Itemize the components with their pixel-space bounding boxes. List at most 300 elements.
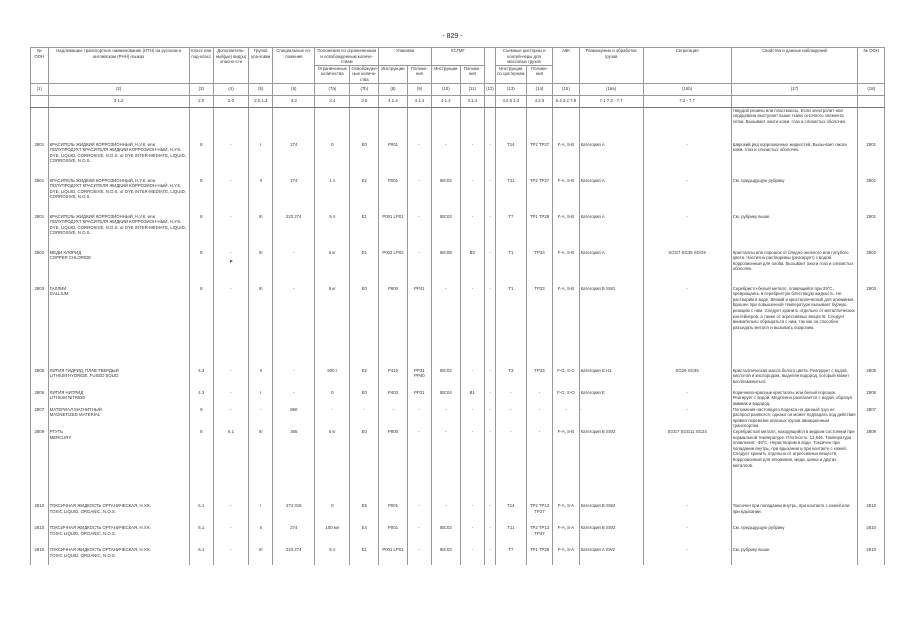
ibc-instruction: - — [432, 142, 461, 178]
substance-name — [48, 368, 189, 390]
segregation: SG26 SG35 — [643, 368, 731, 390]
header-col12 — [484, 48, 495, 84]
limited-quantity: 5 л — [315, 214, 350, 250]
column-reference: 4.1.4 — [432, 95, 461, 107]
ems-code: F-A, S-A — [553, 547, 579, 565]
header-packaging: Упаковка — [379, 48, 432, 66]
limited-quantity: 100 мл — [315, 525, 350, 547]
column-12: - — [484, 407, 495, 429]
tank-provision: TP33 — [526, 286, 552, 368]
ems-code: F-A, S-B — [553, 214, 579, 250]
packing-provision: - — [407, 142, 431, 178]
name-english: DYE, LIQUID, CORROSIVE, N.O.S. or DYE INTER-MEDIATE, LIQUID, CORROSIVE, N.O.S. — [49, 152, 186, 164]
properties: Серебристый металл, находящийся в жидком состоянии при нормальной температуре. Плотность: 13,546. Температура плавления: -39°С. Нерастворим в воде. Токсичен при попадании внутрь, при вдыхании и при контакте с кожей. Следует хранить отдельно от агрессивных веществ. Коррозионный для алюминия, меди, цинка и других металлов. — [731, 429, 858, 503]
column-reference: 5.4.3.2 7.8 — [553, 95, 579, 107]
properties: Серебристо-белый металл, плавящийся при 29°С, превращаясь в серебристую блестящую жидкость. Не растворим в воде. Вязкий и кристаллический для алюминия. Брошен при повышенной температуре вызывает бурную реакцию с ним. Следует хранить отдельно от металлических контейнеров, а также от агрессивных веществ. Следует внимательно обращаться с ним, так как он способен разъедать металл и вызывать коррозию. — [731, 286, 858, 368]
column-reference: 4.2.5 4.3 — [495, 95, 526, 107]
stowage: Категория E — [579, 390, 643, 407]
properties: См. предыдущую рубрику — [731, 525, 858, 547]
packing-instruction: - — [379, 407, 408, 429]
table-row — [31, 390, 885, 407]
table-row — [31, 178, 885, 214]
packing-provision: - — [407, 429, 431, 503]
hazard-class: 6.1 — [189, 525, 213, 547]
header-ems: АвК — [553, 48, 579, 84]
tank-provision: TP1 TP28 — [526, 214, 552, 250]
packing-provision: PP41 — [407, 286, 431, 368]
packing-group: III — [249, 286, 273, 368]
column-index: (6) — [273, 83, 315, 95]
packing-group: - — [249, 407, 273, 429]
column-12: - — [484, 390, 495, 407]
name-russian: ТОКСИЧНАЯ ЖИДКОСТЬ ОРГАНИЧЕСКАЯ, Н.У.К. — [49, 502, 151, 508]
header-tank-prov: Положе-ния — [526, 65, 552, 83]
excepted-quantity: E2 — [350, 368, 379, 390]
tank-instruction: T7 — [495, 547, 526, 565]
excepted-quantity: - — [350, 407, 379, 429]
column-12: - — [484, 368, 495, 390]
packing-group: II — [249, 178, 273, 214]
hazard-class: 8 — [189, 214, 213, 250]
column-index: (2) — [48, 83, 189, 95]
substance-name — [48, 178, 189, 214]
header-limited-qty: Ограниченные количества — [315, 65, 350, 83]
header-pack-instr: Инструкции — [379, 65, 408, 83]
header-un-no-end: № ООН — [858, 48, 885, 84]
un-number-end: 2802 — [858, 250, 885, 286]
header-segregation: Сегрегация — [643, 48, 731, 84]
column-reference: 7.2 - 7.7 — [643, 95, 731, 107]
column-index: (14) — [526, 83, 552, 95]
segregation: - — [643, 214, 731, 250]
packing-instruction: P800 — [379, 429, 408, 503]
header-ibc-prov: Положе-ния — [460, 65, 484, 83]
tank-provision: - — [526, 429, 552, 503]
table-row — [31, 286, 885, 368]
name-russian: ГАЛЛИЙ — [49, 285, 67, 291]
tank-provision: TP2 TP13 TP27 — [526, 525, 552, 547]
packing-instruction: P002 LP02 — [379, 250, 408, 286]
stowage: Категория B SW2 — [579, 503, 643, 525]
tank-provision: TP33 — [526, 368, 552, 390]
name-english: MERCURY — [49, 434, 72, 440]
packing-instruction: P001 — [379, 525, 408, 547]
stowage: Категория A SW2 — [579, 547, 643, 565]
properties: Положения настоящего Кодекса на данный груз не распространяются, однако он может подпадать под действие правил перевозки опасных грузов авиационным транспортом. — [731, 407, 858, 429]
column-reference: 3.3 — [273, 95, 315, 107]
properties: Кристаллы или порошок от бледно-зеленого или голубого цвета. Частично растворимы (реагирует) с водой. Коррозионный для олова. Вызывает ожоги глаз и слизистых оболочек. — [731, 250, 858, 286]
properties: Широкий ряд коррозионных жидкостей. Вызы-вает ожоги кожи, глаз и слизистых оболочек. — [731, 142, 858, 178]
subsidiary-risk: - — [213, 286, 248, 368]
tank-provision: TP2 TP13 TP27 — [526, 503, 552, 525]
name-russian: КРАСИТЕЛЬ ЖИДКИЙ КОРРОЗИОННЫЙ, Н.У.К. или ПОЛУПРОДУКТ КРАСИТЕЛЯ ЖИДКИЙ КОРРОЗИОН-НЫЙ, Н.У.К. — [49, 213, 182, 225]
header-special-provisions: Специальные по-ложения — [273, 48, 315, 84]
subsidiary-risk: - — [213, 142, 248, 178]
un-number-end: 2807 — [858, 407, 885, 429]
ibc-provision: - — [460, 286, 484, 368]
tank-instruction: - — [495, 390, 526, 407]
special-provisions: 274 315 — [273, 503, 315, 525]
column-index: (1) — [31, 83, 49, 95]
column-reference: 4.2.5 — [526, 95, 552, 107]
un-number-end: 2810 — [858, 503, 885, 525]
name-english: LITHIUM HYDRIDE, FUSED SOLID — [49, 373, 119, 379]
tank-provision: TP1 TP28 — [526, 547, 552, 565]
subsidiary-risk: - — [213, 407, 248, 429]
stowage: Категория B SW2 — [579, 525, 643, 547]
packing-group: I — [249, 142, 273, 178]
ems-code: F-G, S-O — [553, 390, 579, 407]
tank-instruction: T3 — [495, 368, 526, 390]
packing-provision: - — [407, 525, 431, 547]
tank-instruction: T11 — [495, 525, 526, 547]
un-number-end: 2803 — [858, 286, 885, 368]
excepted-quantity: E0 — [350, 390, 379, 407]
name-russian: МАТЕРИАЛ МАГНИТНЫЙ — [49, 406, 102, 412]
tank-instruction: T7 — [495, 214, 526, 250]
un-number: 2807 — [31, 407, 49, 429]
column-reference: 2.0 — [189, 95, 213, 107]
un-number-end: 2801 — [858, 178, 885, 214]
un-number: 2801 — [31, 178, 49, 214]
excepted-quantity: E1 — [350, 214, 379, 250]
header-ibc-instr: Инструкции — [432, 65, 461, 83]
packing-group: I — [249, 503, 273, 525]
column-index: (5) — [249, 83, 273, 95]
table-row — [31, 429, 885, 503]
properties: Коричнево-красные кристаллы или белый порошок. Реагирует с водой. Медленно разлагается с водой, образуя аммиак и водород. — [731, 390, 858, 407]
properties: См. рубрику выше. — [731, 547, 858, 565]
column-reference: 4.1.4 — [407, 95, 431, 107]
substance-name — [48, 142, 189, 178]
hazard-class: 8 — [189, 286, 213, 368]
ibc-provision: - — [460, 407, 484, 429]
excepted-quantity: E0 — [350, 142, 379, 178]
ems-code: F-A, S-A — [553, 525, 579, 547]
ibc-provision: B3 — [460, 250, 484, 286]
limited-quantity: 5 кг — [315, 286, 350, 368]
tank-provision: TP2 TP27 — [526, 178, 552, 214]
column-reference — [31, 95, 49, 107]
un-number-end: 2801 — [858, 142, 885, 178]
column-12: - — [484, 547, 495, 565]
column-reference: 2.0.1.3 — [249, 95, 273, 107]
column-index: (8) — [379, 83, 408, 95]
ibc-provision: - — [460, 503, 484, 525]
column-index: (18) — [858, 83, 885, 95]
stowage: Категория E H1 — [579, 368, 643, 390]
packing-group: II — [249, 525, 273, 547]
segregation: - — [643, 407, 731, 429]
table-row — [31, 142, 885, 178]
properties: Кристаллическая масса белого цвета. Реагирует с водой, кислотой и кислородом, выделяя водород, который может воспламениться. — [731, 368, 858, 390]
header-pack-prov: Положе-ния — [407, 65, 431, 83]
substance-name — [48, 214, 189, 250]
stowage: Категория B SW1 — [579, 286, 643, 368]
column-index: (3) — [189, 83, 213, 95]
un-number-end: 2801 — [858, 214, 885, 250]
ibc-instruction: - — [432, 407, 461, 429]
name-english: TOXIC LIQUID, ORGANIC, N.O.S. — [49, 552, 116, 558]
packing-group: I — [249, 390, 273, 407]
header-ibc: КСГМГ — [432, 48, 485, 66]
special-provisions: - — [273, 286, 315, 368]
ems-code: F-A, S-B — [553, 142, 579, 178]
column-index: (15) — [553, 83, 579, 95]
stowage: Категория A — [579, 142, 643, 178]
hazard-class: 6.1 — [189, 503, 213, 525]
limited-quantity: 0 — [315, 390, 350, 407]
packing-instruction: P800 — [379, 286, 408, 368]
name-russian: ЛИТИЯ ГИДРИД, ПЛАВ ТВЕРДЫЙ — [49, 367, 119, 373]
hazard-class: 8 — [189, 142, 213, 178]
segregation: - — [643, 503, 731, 525]
un-number: 2810 — [31, 503, 49, 525]
column-12: - — [484, 178, 495, 214]
column-12: - — [484, 286, 495, 368]
column-index: (16a) — [579, 83, 643, 95]
packing-instruction: P001 — [379, 142, 408, 178]
tank-instruction: T14 — [495, 142, 526, 178]
ibc-provision: - — [460, 429, 484, 503]
column-reference: 3.1.2 — [48, 95, 189, 107]
subsidiary-risk: - — [213, 503, 248, 525]
segregation: - — [643, 142, 731, 178]
column-index: (7b) — [350, 83, 379, 95]
packing-group: II — [249, 368, 273, 390]
ems-code: F-A, S-B — [553, 429, 579, 503]
special-provisions: 960 — [273, 407, 315, 429]
ems-code: F-A, S-B — [553, 286, 579, 368]
packing-instruction: P001 — [379, 178, 408, 214]
packing-instruction: P001 — [379, 503, 408, 525]
header-name: Надлежащее транспортное наименование (НТН) на русском и английском (РНН) языках — [48, 48, 189, 84]
special-provisions: - — [273, 390, 315, 407]
tank-provision: - — [526, 407, 552, 429]
name-english: COPPER CHLORIDE — [49, 255, 92, 261]
column-index: (7a) — [315, 83, 350, 95]
hazard-class: 9 — [189, 407, 213, 429]
column-reference: 3.4 — [315, 95, 350, 107]
packing-provision: - — [407, 178, 431, 214]
ems-code: - — [553, 407, 579, 429]
dangerous-goods-table — [30, 47, 885, 565]
column-reference: 3.5 — [350, 95, 379, 107]
un-number: 2801 — [31, 214, 49, 250]
special-provisions: 223 274 — [273, 214, 315, 250]
ibc-provision: - — [460, 142, 484, 178]
packing-provision: PP31 — [407, 390, 431, 407]
header-tank-instr: Инструкции по цистернам — [495, 65, 526, 83]
marine-pollutant-mark: P — [229, 259, 233, 265]
subsidiary-risk: - — [213, 525, 248, 547]
ibc-instruction: IBC03 — [432, 547, 461, 565]
column-12: - — [484, 142, 495, 178]
name-russian: КРАСИТЕЛЬ ЖИДКИЙ КОРРОЗИОННЫЙ, Н.У.К. или ПОЛУПРОДУКТ КРАСИТЕЛЯ ЖИДКИЙ КОРРОЗИОН-НЫЙ, Н.У.К. — [49, 141, 182, 153]
ibc-instruction: - — [432, 503, 461, 525]
properties: См. предыдущую рубрику — [731, 178, 858, 214]
name-english: GALLIUM — [49, 291, 69, 297]
properties: Токсичен при попадании внутрь, при контакте с кожей или при вдыхании. — [731, 503, 858, 525]
header-packing-group: Группа упа-ковки — [249, 48, 273, 84]
tank-instruction: - — [495, 429, 526, 503]
table-row — [31, 407, 885, 429]
column-index: (17) — [731, 83, 858, 95]
subsidiary-risk: - — [213, 547, 248, 565]
column-index: (4) — [213, 83, 248, 95]
tank-instruction: T1 — [495, 286, 526, 368]
table-row — [31, 250, 885, 286]
packing-provision: - — [407, 547, 431, 565]
excepted-quantity: E0 — [350, 286, 379, 368]
hazard-class: 4.3 — [189, 368, 213, 390]
name-english: DYE, LIQUID, CORROSIVE, N.O.S. or DYE INTER-MEDIATE, LIQUID, CORROSIVE, N.O.S. — [49, 224, 186, 236]
ibc-provision: - — [460, 547, 484, 565]
table-row — [31, 214, 885, 250]
ibc-instruction: IBC04 — [432, 390, 461, 407]
ibc-provision: - — [460, 214, 484, 250]
column-index: (12) — [484, 83, 495, 95]
segregation: - — [643, 178, 731, 214]
packing-instruction: P001 LP01 — [379, 214, 408, 250]
name-russian: МЕДИ ХЛОРИД — [49, 249, 82, 255]
substance-name — [48, 407, 189, 429]
un-number: 2806 — [31, 390, 49, 407]
ems-code: F-G, S-O — [553, 368, 579, 390]
column-12: - — [484, 429, 495, 503]
packing-instruction: P403 — [379, 390, 408, 407]
hazard-class: 8 — [189, 250, 213, 286]
subsidiary-risk: - — [213, 368, 248, 390]
segregation: - — [643, 286, 731, 368]
substance-name — [48, 250, 189, 286]
packing-provision: - — [407, 214, 431, 250]
excepted-quantity: E4 — [350, 525, 379, 547]
name-english: DYE, LIQUID, CORROSIVE, N.O.S. or DYE INTER-MEDIATE, LIQUID, CORROSIVE, N.O.S. — [49, 188, 186, 200]
subsidiary-risk: 6.1 — [213, 429, 248, 503]
limited-quantity: 500 г — [315, 368, 350, 390]
ibc-provision: - — [460, 525, 484, 547]
name-russian: ТОКСИЧНАЯ ЖИДКОСТЬ ОРГАНИЧЕСКАЯ, Н.У.К. — [49, 524, 151, 530]
subsidiary-value: - — [230, 249, 232, 255]
ibc-instruction: - — [432, 286, 461, 368]
column-reference — [731, 95, 858, 107]
excepted-quantity: E0 — [350, 429, 379, 503]
column-index: (9) — [407, 83, 431, 95]
special-provisions: - — [273, 250, 315, 286]
un-number-end: 2810 — [858, 547, 885, 565]
hazard-class: 4.3 — [189, 390, 213, 407]
segregation: - — [643, 390, 731, 407]
continued-properties-text: твердой резины или пластмассы. Если электролит-ная сердцевина выступает выше ткани сеточного элемента сетки. Вызывает ожоги кожи, глаз и слизистых оболочек. — [731, 107, 858, 142]
subsidiary-risk — [213, 250, 248, 286]
un-number: 2802 — [31, 250, 49, 286]
hazard-class: 8 — [189, 429, 213, 503]
limited-quantity: - — [315, 407, 350, 429]
ibc-instruction: IBC04 — [432, 368, 461, 390]
special-provisions: 274 — [273, 525, 315, 547]
tank-provision: - — [526, 390, 552, 407]
un-number: 2805 — [31, 368, 49, 390]
un-number: 2810 — [31, 525, 49, 547]
tank-instruction: T11 — [495, 178, 526, 214]
stowage: Категория B SW2 — [579, 429, 643, 503]
stowage: Категория A — [579, 214, 643, 250]
column-index: (10) — [432, 83, 461, 95]
column-index: (16b) — [643, 83, 731, 95]
packing-group: III — [249, 547, 273, 565]
name-english: TOXIC LIQUID, ORGANIC, N.O.S. — [49, 508, 116, 514]
limited-quantity: 5 кг — [315, 250, 350, 286]
special-provisions: 274 — [273, 142, 315, 178]
tank-instruction: T14 — [495, 503, 526, 525]
tank-provision: TP33 — [526, 250, 552, 286]
table-row — [31, 503, 885, 525]
substance-name — [48, 390, 189, 407]
tank-provision: TP2 TP27 — [526, 142, 552, 178]
name-russian: ТОКСИЧНАЯ ЖИДКОСТЬ ОРГАНИЧЕСКАЯ, Н.У.К. — [49, 546, 151, 552]
column-12: - — [484, 250, 495, 286]
ibc-instruction: IBC02 — [432, 525, 461, 547]
tank-instruction: T1 — [495, 250, 526, 286]
hazard-class: 6.1 — [189, 547, 213, 565]
tank-instruction: - — [495, 407, 526, 429]
ibc-provision: B1 — [460, 390, 484, 407]
substance-name — [48, 286, 189, 368]
column-index: (11) — [460, 83, 484, 95]
column-reference — [484, 95, 495, 107]
header-excepted-qty: Освобожден-ные количе-ства — [351, 65, 378, 82]
packing-provision: - — [407, 250, 431, 286]
column-12: - — [484, 525, 495, 547]
column-reference — [858, 95, 885, 107]
substance-name — [48, 503, 189, 525]
un-number-end: 2810 — [858, 525, 885, 547]
stowage: Категория A — [579, 250, 643, 286]
page-number: - 829 - — [442, 33, 463, 40]
segregation: SGG7 SGG11 SG24 — [643, 429, 731, 503]
un-number: 2803 — [31, 286, 49, 368]
header-class: Класс или под-класс — [189, 48, 213, 84]
packing-provision: PP31 PP40 — [407, 368, 431, 390]
header-properties: Свойства и данные наблюдений — [731, 48, 858, 84]
un-number-end: 2805 — [858, 368, 885, 390]
name-english: LITHIUM NITRIDE — [49, 395, 86, 401]
excepted-quantity: E5 — [350, 503, 379, 525]
subsidiary-risk: - — [213, 178, 248, 214]
limited-quantity: 0 — [315, 142, 350, 178]
name-english: TOXIC LIQUID, ORGANIC, N.O.S. — [49, 530, 116, 536]
un-number-end: 2809 — [858, 429, 885, 503]
header-stowage: Размещение и обработка грузов — [579, 48, 643, 84]
column-index: (13) — [495, 83, 526, 95]
limited-quantity: 1 л — [315, 178, 350, 214]
name-russian: РТУТЬ — [49, 428, 64, 434]
table-row — [31, 525, 885, 547]
name-russian: ЛИТИЯ НИТРИД — [49, 389, 84, 395]
name-russian: КРАСИТЕЛЬ ЖИДКИЙ КОРРОЗИОННЫЙ, Н.У.К. или ПОЛУПРОДУКТ КРАСИТЕЛЯ ЖИДКИЙ КОРРОЗИОН-НЫЙ, Н.У.К. — [49, 177, 182, 189]
table-row — [31, 368, 885, 390]
un-number: 2809 — [31, 429, 49, 503]
substance-name — [48, 429, 189, 503]
un-number: 2810 — [31, 547, 49, 565]
column-12: - — [484, 214, 495, 250]
ibc-instruction: IBC02 — [432, 178, 461, 214]
table-row — [31, 547, 885, 565]
ibc-provision: - — [460, 368, 484, 390]
un-number-end: 2806 — [858, 390, 885, 407]
limited-quantity: 5 кг — [315, 429, 350, 503]
